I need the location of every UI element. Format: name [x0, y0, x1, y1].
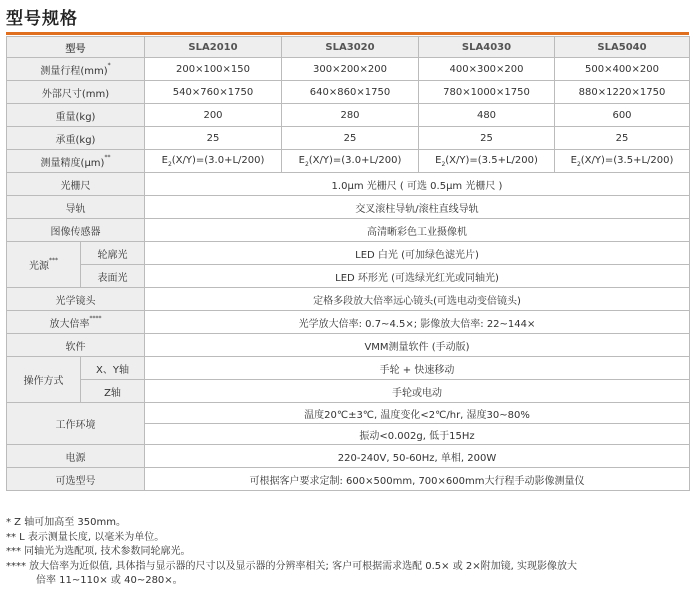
footnote-mark: *** [49, 257, 58, 264]
model-name: SLA5040 [555, 37, 690, 58]
table-row [7, 127, 690, 150]
table-row [7, 104, 690, 127]
cell: $E_2(X/Y)=(3.0+L/200)$ [145, 150, 282, 173]
cell: LED 白光 (可加绿色滤光片) [145, 242, 690, 265]
footnote-mark: * [107, 61, 111, 69]
footnote-mark: ** [104, 153, 111, 161]
row-label: 光源*** [7, 242, 81, 288]
cell: 手轮或电动 [145, 380, 690, 403]
row-label: 承重(kg) [7, 127, 145, 150]
cell: 280 [282, 104, 419, 127]
table-row [7, 219, 690, 242]
model-name: SLA2010 [145, 37, 282, 58]
table-row [7, 468, 690, 491]
table-row [7, 173, 690, 196]
row-label: 导轨 [7, 196, 145, 219]
cell: 880×1220×1750 [555, 81, 690, 104]
cell: 25 [555, 127, 690, 150]
model-label: 型号 [7, 37, 145, 58]
cell: 780×1000×1750 [419, 81, 555, 104]
table-row [7, 81, 690, 104]
cell: 640×860×1750 [282, 81, 419, 104]
footnote: * Z 轴可加高至 350mm。 [6, 517, 126, 528]
table-row [7, 403, 690, 424]
cell: 25 [145, 127, 282, 150]
sub-label: 轮廓光 [81, 242, 145, 265]
cell: 200 [145, 104, 282, 127]
footnote: **** 放大倍率为近似值, 具体指与显示器的尺寸以及显示器的分辨率相关; 客户可根据需求选配 0.5× 或 2×附加镜, 实现影像放大 [6, 560, 578, 572]
table-row [7, 242, 690, 265]
sub-label: 表面光 [81, 265, 145, 288]
table-row [7, 58, 690, 81]
row-label: 测量精度(μm)** [7, 150, 145, 173]
table-row [7, 150, 690, 173]
title-divider [6, 32, 689, 35]
cell: VMM测量软件 (手动版) [145, 334, 690, 357]
cell: 定格多段放大倍率远心镜头(可选电动变倍镜头) [145, 288, 690, 311]
footnotes [6, 516, 689, 589]
row-label: 软件 [7, 334, 145, 357]
row-label: 可选型号 [7, 468, 145, 491]
row-label: 光栅尺 [7, 173, 145, 196]
footnote: 倍率 11~110× 或 40~280×。 [36, 575, 183, 586]
cell: 480 [419, 104, 555, 127]
cell: 光学放大倍率: 0.7~4.5×; 影像放大倍率: 22~144× [145, 311, 690, 334]
sub-label: X、Y轴 [81, 357, 145, 380]
sub-label: Z轴 [81, 380, 145, 403]
footnote: ** L 表示测量长度, 以毫米为单位。 [6, 531, 165, 543]
cell: $E_2(X/Y)=(3.5+L/200)$ [419, 150, 555, 173]
cell: $E_2(X/Y)=(3.0+L/200)$ [282, 150, 419, 173]
cell: 300×200×200 [282, 58, 419, 81]
row-label: 外部尺寸(mm) [7, 81, 145, 104]
cell: 25 [419, 127, 555, 150]
cell: 25 [282, 127, 419, 150]
cell: 手轮 + 快速移动 [145, 357, 690, 380]
table-row [7, 334, 690, 357]
model-name: SLA3020 [282, 37, 419, 58]
row-label: 测量行程(mm)* [7, 58, 145, 81]
cell: 220-240V, 50-60Hz, 单相, 200W [145, 445, 690, 468]
table-row [7, 196, 690, 219]
cell: 200×100×150 [145, 58, 282, 81]
table-row [7, 311, 690, 334]
cell: 可根据客户要求定制: 600×500mm, 700×600mm大行程手动影像测量仪 [145, 468, 690, 491]
table-row [7, 445, 690, 468]
cell: 500×400×200 [555, 58, 690, 81]
cell: $E_2(X/Y)=(3.5+L/200)$ [555, 150, 690, 173]
header-row [7, 37, 690, 58]
cell: 1.0μm 光栅尺 ( 可选 0.5μm 光栅尺 ) [145, 173, 690, 196]
table-row [7, 380, 690, 403]
cell: 400×300×200 [419, 58, 555, 81]
row-label: 重量(kg) [7, 104, 145, 127]
row-label: 工作环境 [7, 403, 145, 445]
spec-table [6, 36, 690, 491]
row-label: 图像传感器 [7, 219, 145, 242]
cell: 交叉滚柱导轨/滚柱直线导轨 [145, 196, 690, 219]
cell: 高清晰彩色工业摄像机 [145, 219, 690, 242]
cell: LED 环形光 (可选绿光红光或同轴光) [145, 265, 690, 288]
row-label: 电源 [7, 445, 145, 468]
cell: 振动<0.002g, 低于15Hz [145, 424, 690, 445]
footnote-mark: **** [89, 314, 102, 322]
footnote: *** 同轴光为选配项, 技术参数同轮廓光。 [6, 546, 191, 557]
page-title: 型号规格 [6, 9, 78, 29]
table-row [7, 265, 690, 288]
model-name: SLA4030 [419, 37, 555, 58]
cell: 600 [555, 104, 690, 127]
cell: 540×760×1750 [145, 81, 282, 104]
table-row [7, 357, 690, 380]
row-label: 放大倍率**** [7, 311, 145, 334]
cell: 温度20℃±3℃, 温度变化<2℃/hr, 湿度30~80% [145, 403, 690, 424]
table-row [7, 288, 690, 311]
row-label: 光学镜头 [7, 288, 145, 311]
row-label: 操作方式 [7, 357, 81, 403]
